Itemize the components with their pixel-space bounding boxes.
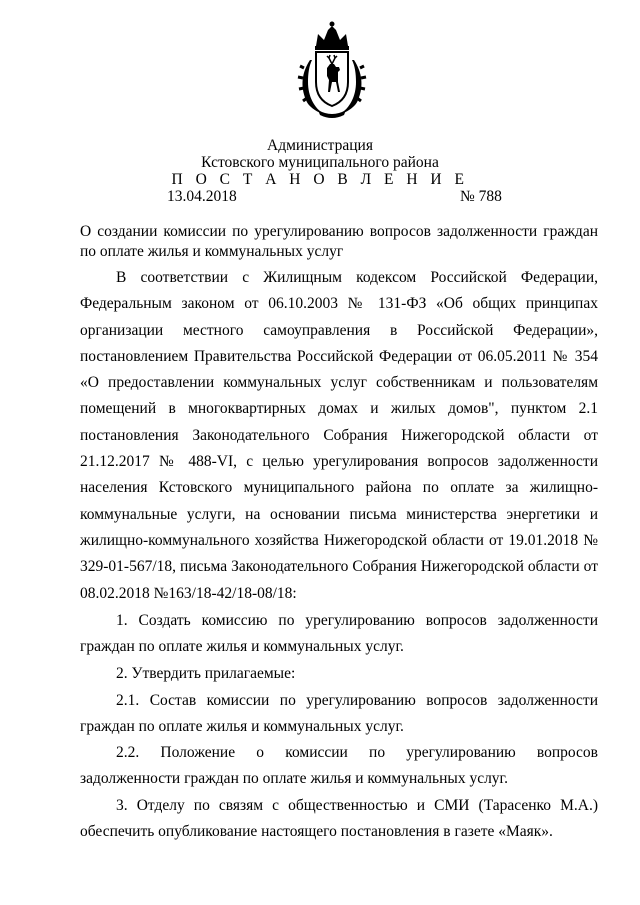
clause-2-2: 2.2. Положение о комиссии по урегулированию вопросов задолженности граждан по оплате жилья и коммунальных услуг. xyxy=(80,744,598,788)
document-date: 13.04.2018 xyxy=(167,188,237,205)
clause-3: 3. Отделу по связям с общественностью и СМИ (Тарасенко М.А.) обеспечить опубликование настоящего постановления в газете «Маяк». xyxy=(80,797,598,841)
preamble-paragraph: В соответствии с Жилищным кодексом Российской Федерации, Федеральным законом от 06.10.2003 № 131-ФЗ «Об общих принципах организации местного самоуправления в Российской Федерации», постановлением Правительства Российской Федерации от 06.05.2011 № 354 «О предоставлении коммунальных услуг собственникам и пользователям помещений в многоквартирных домах и жилых домов", пунктом 2.1 постановления Законодательного Собрания Нижегородской области от 21.12.2017 № 488-VI, с целью урегулирования вопросов задолженности населения Кстовского муниципального района по оплате за жилищно-коммунальные услуги, на основании письма министерства энергетики и жилищно-коммунального хозяйства Нижегородской области от 19.01.2018 № 329-01-567/18, письма Законодательного Собрания Нижегородской области от 08.02.2018 №163/18-42/18-08/18: xyxy=(80,269,598,602)
document-subject: О создании комиссии по урегулированию вопросов задолженности граждан по оплате жилья и коммунальных услуг xyxy=(80,223,598,260)
coat-of-arms-emblem-icon xyxy=(294,20,370,120)
document-type-title: П О С Т А Н О В Л Е Н И Е xyxy=(171,171,469,188)
issuer-line-administration: Администрация xyxy=(267,137,373,154)
clause-1: 1. Создать комиссию по урегулированию вопросов задолженности граждан по оплате жилья и коммунальных услуг. xyxy=(80,612,598,656)
issuer-line-district: Кстовского муниципального района xyxy=(201,154,439,171)
document-number: № 788 xyxy=(460,188,502,205)
clause-2: 2. Утвердить прилагаемые: xyxy=(116,665,296,682)
clause-2-1: 2.1. Состав комиссии по урегулированию вопросов задолженности граждан по оплате жилья и коммунальных услуг. xyxy=(80,692,598,736)
